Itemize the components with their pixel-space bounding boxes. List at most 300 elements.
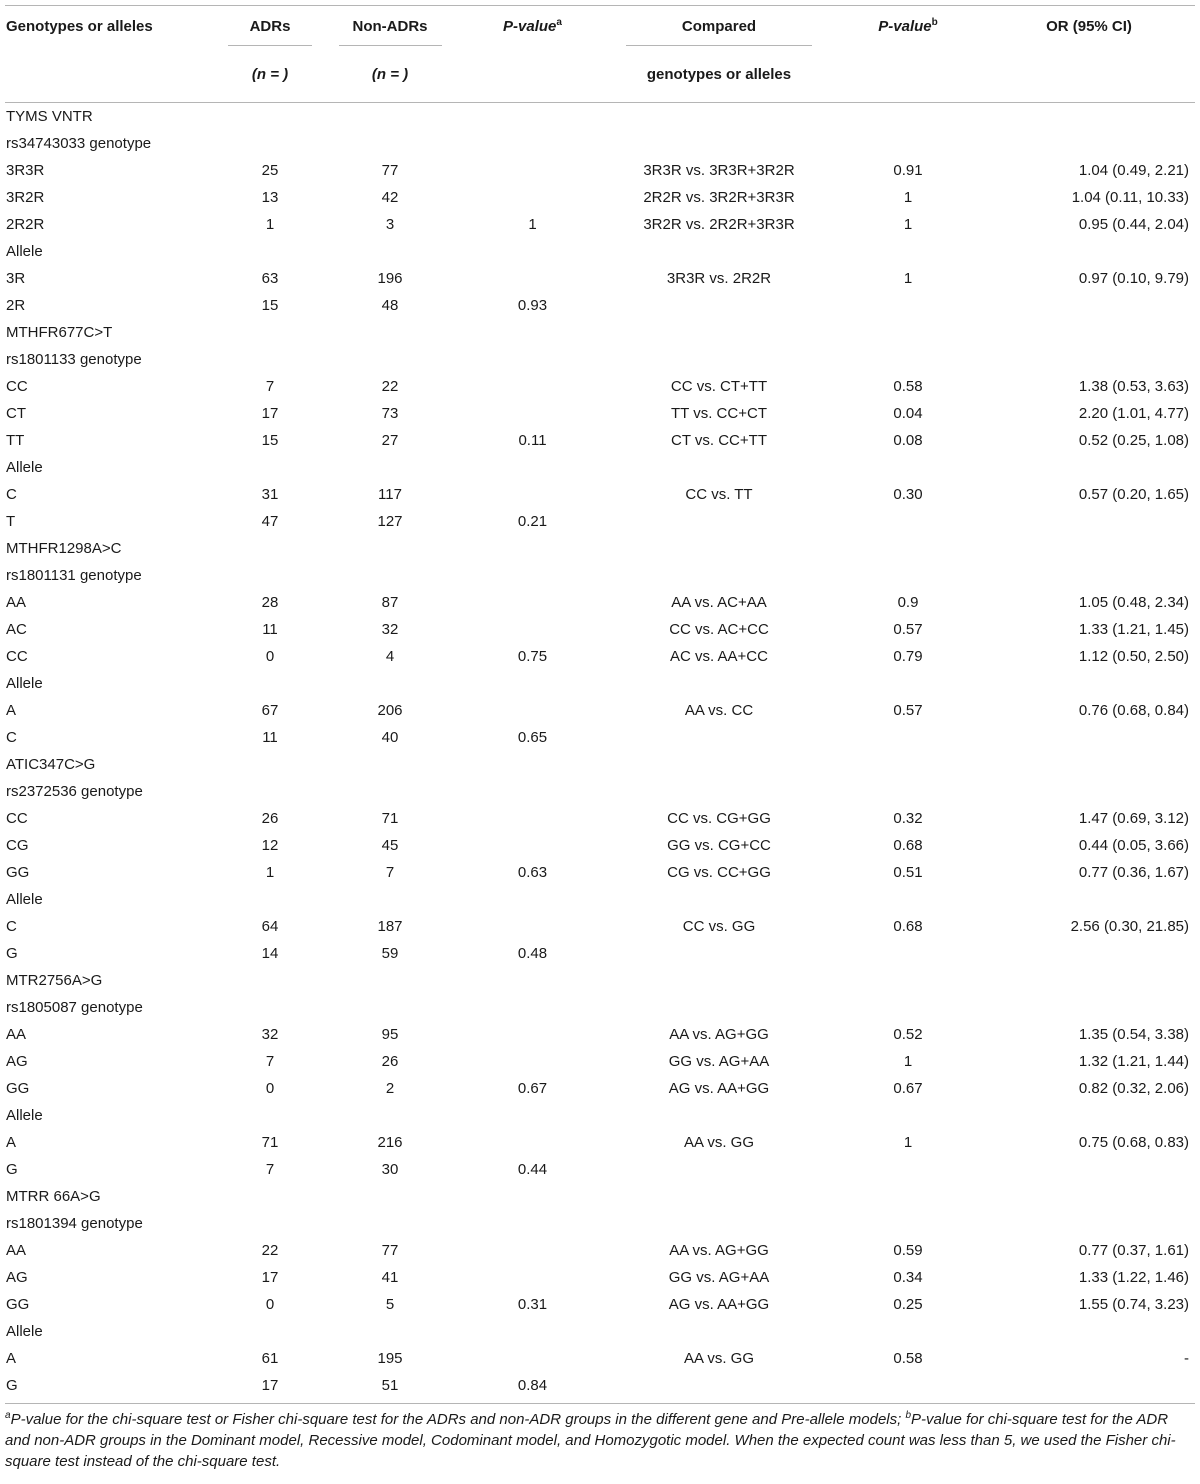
- table-row: [5, 1048, 1195, 1075]
- cell-compared: 2R2R vs. 3R2R+3R3R: [643, 189, 795, 206]
- cell-non-adrs: [320, 670, 460, 697]
- cell-non-adrs: 4: [385, 648, 395, 665]
- table-footnote: $^a$P-value for the chi-square test or Fisher chi-square test for the ADRs and non-ADR groups in the different gene and Pre-allele models; $^b$P-value for chi-square test for the ADR and non-ADR groups in the Dominant model, Recessive model, Codominant model, and Homozygotic model. When the expected count was less than 5, we used the Fisher chi-square test instead of the chi-square test.: [5, 1410, 1176, 1470]
- cell-or-ci: [983, 238, 1195, 265]
- cell-p-value-b: 0.59: [893, 1242, 923, 1259]
- cell-p-value-a: [460, 805, 605, 832]
- cell-or-ci: 1.12 (0.50, 2.50): [1078, 648, 1189, 665]
- cell-p-value-b: [833, 967, 983, 994]
- table-row: [5, 157, 1195, 184]
- table-row: [5, 1264, 1195, 1291]
- table-row: [5, 1372, 1195, 1399]
- cell-compared: [605, 535, 833, 562]
- cell-genotype: AG: [6, 1269, 28, 1286]
- cell-non-adrs: [320, 886, 460, 913]
- cell-compared: CC vs. GG: [682, 918, 756, 935]
- cell-p-value-b: 0.04: [893, 405, 923, 422]
- cell-p-value-a: [460, 1048, 605, 1075]
- cell-compared: GG vs. AG+AA: [668, 1053, 770, 1070]
- cell-adrs: [220, 994, 320, 1021]
- cell-adrs: 0: [265, 1296, 275, 1313]
- cell-compared: AA vs. AC+AA: [671, 594, 767, 611]
- cell-genotype: A: [6, 1350, 17, 1367]
- cell-p-value-a: 0.84: [517, 1377, 548, 1394]
- cell-compared: CT vs. CC+TT: [671, 432, 767, 449]
- cell-or-ci: [983, 292, 1195, 319]
- table-row: [5, 913, 1195, 940]
- cell-compared: [605, 346, 833, 373]
- table-row: [5, 886, 1195, 913]
- cell-genotype: rs1801133 genotype: [6, 351, 142, 368]
- cell-p-value-b: 0.57: [893, 621, 923, 638]
- cell-genotype: Allele: [6, 243, 43, 260]
- col-header-compared-2: genotypes or alleles: [605, 66, 833, 103]
- cell-compared: CC vs. TT: [685, 486, 753, 503]
- cell-genotype: Allele: [6, 675, 43, 692]
- table-row: [5, 994, 1195, 1021]
- cell-p-value-a: [460, 751, 605, 778]
- cell-compared: [605, 1318, 833, 1345]
- cell-non-adrs: 7: [385, 864, 395, 881]
- cell-genotype: 3R: [6, 270, 26, 287]
- cell-or-ci: 0.52 (0.25, 1.08): [1078, 432, 1189, 449]
- cell-non-adrs: 22: [381, 378, 399, 395]
- cell-compared: AA vs. GG: [683, 1134, 755, 1151]
- cell-compared: CC vs. CT+TT: [670, 378, 768, 395]
- cell-compared: [605, 724, 833, 751]
- cell-or-ci: [983, 724, 1195, 751]
- cell-or-ci: [983, 1372, 1195, 1399]
- table-row: [5, 130, 1195, 157]
- cell-adrs: 61: [261, 1350, 279, 1367]
- cell-genotype: A: [6, 702, 17, 719]
- cell-p-value-a: 0.63: [517, 864, 548, 881]
- cell-p-value-a: 0.48: [517, 945, 548, 962]
- cell-adrs: [220, 346, 320, 373]
- cell-adrs: [220, 535, 320, 562]
- cell-genotype: G: [6, 1161, 18, 1178]
- cell-or-ci: 0.77 (0.37, 1.61): [1078, 1242, 1189, 1259]
- cell-p-value-b: [833, 1318, 983, 1345]
- cell-non-adrs: [320, 1183, 460, 1210]
- cell-genotype: AG: [6, 1053, 28, 1070]
- cell-p-value-a: [460, 562, 605, 589]
- cell-or-ci: [983, 454, 1195, 481]
- cell-p-value-b: [833, 724, 983, 751]
- cell-adrs: 17: [261, 1377, 279, 1394]
- cell-compared: [605, 1210, 833, 1237]
- col-header-genotypes: Genotypes or alleles: [6, 18, 153, 35]
- cell-genotype: AC: [6, 621, 27, 638]
- cell-genotype: 2R: [6, 297, 26, 314]
- cell-non-adrs: 27: [381, 432, 399, 449]
- cell-p-value-a: 0.93: [517, 297, 548, 314]
- cell-p-value-a: [460, 319, 605, 346]
- cell-or-ci: [983, 994, 1195, 1021]
- cell-p-value-a: 0.67: [517, 1080, 548, 1097]
- header-row-1: [5, 6, 1195, 66]
- table-row: [5, 346, 1195, 373]
- cell-compared: [605, 1102, 833, 1129]
- table-row: [5, 454, 1195, 481]
- cell-non-adrs: 77: [381, 1242, 399, 1259]
- cell-p-value-b: 0.67: [893, 1080, 923, 1097]
- cell-compared: [605, 130, 833, 157]
- cell-p-value-a: [460, 346, 605, 373]
- cell-or-ci: [983, 535, 1195, 562]
- cell-p-value-a: 1: [528, 216, 537, 233]
- cell-p-value-b: [833, 562, 983, 589]
- cell-compared: AA vs. GG: [683, 1350, 755, 1367]
- cell-non-adrs: 95: [381, 1026, 399, 1043]
- cell-p-value-b: [833, 535, 983, 562]
- cell-p-value-a: [460, 1345, 605, 1372]
- cell-genotype: G: [6, 1377, 18, 1394]
- cell-p-value-a: [460, 1210, 605, 1237]
- cell-adrs: 11: [262, 729, 278, 746]
- cell-adrs: 67: [261, 702, 279, 719]
- cell-or-ci: 1.38 (0.53, 3.63): [1078, 378, 1189, 395]
- cell-or-ci: [983, 1210, 1195, 1237]
- cell-p-value-b: [833, 751, 983, 778]
- cell-or-ci: [983, 886, 1195, 913]
- cell-genotype: MTR2756A>G: [6, 972, 103, 989]
- cell-compared: AA vs. AG+GG: [669, 1242, 769, 1259]
- table-row: [5, 616, 1195, 643]
- cell-compared: [605, 562, 833, 589]
- cell-genotype: Allele: [6, 459, 43, 476]
- cell-p-value-b: [833, 886, 983, 913]
- cell-genotype: CT: [6, 405, 26, 422]
- col-header-adrs-n: (n = ): [220, 66, 320, 103]
- cell-p-value-a: [460, 238, 605, 265]
- cell-p-value-a: [460, 400, 605, 427]
- cell-genotype: TYMS VNTR: [6, 108, 93, 125]
- table-row: [5, 1237, 1195, 1264]
- cell-compared: GG vs. AG+AA: [668, 1269, 770, 1286]
- cell-or-ci: [983, 508, 1195, 535]
- cell-or-ci: 0.97 (0.10, 9.79): [1078, 270, 1189, 287]
- table-row: [5, 778, 1195, 805]
- cell-p-value-b: 0.79: [893, 648, 923, 665]
- cell-non-adrs: 51: [381, 1377, 399, 1394]
- cell-p-value-b: [833, 1210, 983, 1237]
- cell-p-value-a: [460, 1129, 605, 1156]
- cell-compared: [605, 454, 833, 481]
- cell-p-value-a: [460, 130, 605, 157]
- cell-adrs: 32: [261, 1026, 279, 1043]
- cell-non-adrs: 77: [381, 162, 399, 179]
- cell-genotype: GG: [6, 1296, 30, 1313]
- cell-non-adrs: 2: [385, 1080, 395, 1097]
- cell-genotype: GG: [6, 1080, 30, 1097]
- cell-genotype: Allele: [6, 1323, 43, 1340]
- cell-adrs: [220, 670, 320, 697]
- cell-p-value-b: [833, 508, 983, 535]
- cell-non-adrs: [320, 778, 460, 805]
- cell-adrs: [220, 319, 320, 346]
- table-row: [5, 373, 1195, 400]
- cell-p-value-b: [833, 130, 983, 157]
- table-row: [5, 265, 1195, 292]
- cell-or-ci: 1.05 (0.48, 2.34): [1078, 594, 1189, 611]
- cell-genotype: CC: [6, 378, 28, 395]
- cell-non-adrs: 59: [381, 945, 399, 962]
- cell-compared: [605, 238, 833, 265]
- cell-non-adrs: 195: [377, 1350, 403, 1367]
- cell-genotype: 3R3R: [6, 162, 45, 179]
- cell-compared: [605, 940, 833, 967]
- header-spacer: [460, 66, 605, 103]
- cell-genotype: G: [6, 945, 18, 962]
- cell-or-ci: -: [1184, 1350, 1189, 1367]
- cell-non-adrs: 48: [381, 297, 399, 314]
- cell-compared: [605, 1183, 833, 1210]
- cell-p-value-b: 0.58: [893, 1350, 923, 1367]
- table-row: [5, 400, 1195, 427]
- cell-p-value-b: 0.58: [893, 378, 923, 395]
- cell-genotype: rs2372536 genotype: [6, 783, 143, 800]
- cell-genotype: 3R2R: [6, 189, 45, 206]
- header-spacer: [833, 66, 983, 103]
- cell-p-value-b: 0.9: [897, 594, 919, 611]
- table-row: [5, 1129, 1195, 1156]
- cell-p-value-a: [460, 157, 605, 184]
- cell-p-value-a: 0.75: [517, 648, 548, 665]
- genotype-association-table: [5, 6, 1195, 1399]
- col-header-p-value-b: P-value$^b$: [878, 17, 938, 35]
- cell-p-value-b: [833, 454, 983, 481]
- table-row: [5, 859, 1195, 886]
- cell-non-adrs: [320, 238, 460, 265]
- cell-compared: 3R2R vs. 2R2R+3R3R: [643, 216, 795, 233]
- cell-non-adrs: 5: [385, 1296, 395, 1313]
- table-row: [5, 1021, 1195, 1048]
- cell-non-adrs: [320, 346, 460, 373]
- cell-p-value-a: [460, 886, 605, 913]
- cell-non-adrs: 40: [381, 729, 399, 746]
- cell-compared: [605, 103, 833, 131]
- cell-p-value-b: 0.52: [893, 1026, 923, 1043]
- cell-p-value-b: [833, 292, 983, 319]
- cell-non-adrs: [320, 535, 460, 562]
- cell-compared: GG vs. CG+CC: [667, 837, 771, 854]
- cell-or-ci: [983, 778, 1195, 805]
- table-row: [5, 238, 1195, 265]
- cell-p-value-a: [460, 184, 605, 211]
- cell-p-value-a: [460, 1237, 605, 1264]
- results-table-container: [5, 5, 1195, 1472]
- cell-non-adrs: 216: [377, 1134, 403, 1151]
- cell-or-ci: 2.20 (1.01, 4.77): [1078, 405, 1189, 422]
- cell-adrs: 47: [261, 513, 279, 530]
- cell-genotype: TT: [6, 432, 25, 449]
- cell-p-value-b: 0.68: [893, 837, 923, 854]
- cell-genotype: CC: [6, 810, 28, 827]
- cell-compared: [605, 319, 833, 346]
- cell-adrs: [220, 562, 320, 589]
- cell-compared: AG vs. AA+GG: [668, 1080, 770, 1097]
- table-row: [5, 103, 1195, 131]
- cell-p-value-a: [460, 1318, 605, 1345]
- cell-or-ci: [983, 940, 1195, 967]
- cell-p-value-b: 0.91: [893, 162, 923, 179]
- col-header-p-value-a: P-value$^a$: [503, 17, 562, 35]
- cell-or-ci: [983, 670, 1195, 697]
- cell-adrs: [220, 238, 320, 265]
- cell-p-value-a: [460, 778, 605, 805]
- table-row: [5, 184, 1195, 211]
- cell-non-adrs: 117: [378, 486, 402, 503]
- cell-adrs: 12: [261, 837, 279, 854]
- cell-compared: CG vs. CC+GG: [667, 864, 771, 881]
- col-header-compared: Compared: [605, 6, 833, 66]
- cell-adrs: 1: [265, 216, 275, 233]
- cell-genotype: AA: [6, 594, 27, 611]
- cell-non-adrs: [320, 751, 460, 778]
- cell-p-value-b: [833, 1372, 983, 1399]
- cell-p-value-a: [460, 535, 605, 562]
- cell-non-adrs: 71: [381, 810, 399, 827]
- table-row: [5, 643, 1195, 670]
- cell-compared: TT vs. CC+CT: [671, 405, 767, 422]
- header-row-2: [5, 66, 1195, 103]
- cell-or-ci: [983, 346, 1195, 373]
- cell-p-value-a: [460, 103, 605, 131]
- cell-non-adrs: 42: [381, 189, 399, 206]
- table-row: [5, 967, 1195, 994]
- cell-non-adrs: [320, 1210, 460, 1237]
- table-row: [5, 1075, 1195, 1102]
- cell-genotype: T: [6, 513, 16, 530]
- cell-non-adrs: 196: [377, 270, 403, 287]
- cell-adrs: 0: [265, 1080, 275, 1097]
- cell-or-ci: [983, 1183, 1195, 1210]
- cell-adrs: 7: [265, 378, 275, 395]
- cell-or-ci: [983, 562, 1195, 589]
- table-row: [5, 1102, 1195, 1129]
- cell-compared: [605, 994, 833, 1021]
- cell-genotype: AA: [6, 1242, 27, 1259]
- table-row: [5, 697, 1195, 724]
- cell-p-value-a: [460, 832, 605, 859]
- cell-adrs: [220, 967, 320, 994]
- cell-compared: 3R3R vs. 3R3R+3R2R: [643, 162, 795, 179]
- cell-adrs: 11: [262, 621, 278, 638]
- cell-adrs: 1: [265, 864, 275, 881]
- cell-p-value-b: 0.30: [893, 486, 923, 503]
- cell-or-ci: 1.35 (0.54, 3.38): [1078, 1026, 1189, 1043]
- col-header-non-adrs: Non-ADRs: [320, 6, 460, 66]
- cell-adrs: 7: [265, 1053, 275, 1070]
- table-bottom-rule: [5, 1403, 1195, 1404]
- cell-p-value-b: [833, 1102, 983, 1129]
- cell-p-value-b: 0.68: [893, 918, 923, 935]
- cell-p-value-a: [460, 1264, 605, 1291]
- table-row: [5, 805, 1195, 832]
- cell-p-value-b: [833, 994, 983, 1021]
- cell-genotype: CG: [6, 837, 29, 854]
- cell-or-ci: 1.33 (1.22, 1.46): [1078, 1269, 1189, 1286]
- cell-genotype: ATIC347C>G: [6, 756, 96, 773]
- cell-genotype: A: [6, 1134, 17, 1151]
- cell-p-value-b: 0.51: [893, 864, 923, 881]
- cell-p-value-a: [460, 481, 605, 508]
- cell-adrs: 25: [261, 162, 279, 179]
- table-row: [5, 589, 1195, 616]
- cell-p-value-a: [460, 589, 605, 616]
- cell-p-value-b: [833, 778, 983, 805]
- cell-p-value-b: 1: [903, 216, 913, 233]
- cell-or-ci: 1.32 (1.21, 1.44): [1078, 1053, 1189, 1070]
- cell-non-adrs: 73: [381, 405, 399, 422]
- cell-p-value-a: [460, 670, 605, 697]
- cell-genotype: CC: [6, 648, 28, 665]
- cell-non-adrs: [320, 1318, 460, 1345]
- cell-p-value-a: [460, 994, 605, 1021]
- cell-p-value-a: [460, 1183, 605, 1210]
- cell-compared: AC vs. AA+CC: [670, 648, 768, 665]
- cell-or-ci: [983, 319, 1195, 346]
- cell-or-ci: 0.95 (0.44, 2.04): [1078, 216, 1189, 233]
- cell-genotype: MTRR 66A>G: [6, 1188, 101, 1205]
- cell-or-ci: 0.76 (0.68, 0.84): [1078, 702, 1189, 719]
- cell-compared: [605, 1156, 833, 1183]
- cell-genotype: MTHFR1298A>C: [6, 540, 122, 557]
- cell-p-value-a: [460, 1021, 605, 1048]
- table-row: [5, 535, 1195, 562]
- table-row: [5, 427, 1195, 454]
- cell-p-value-a: 0.44: [517, 1161, 548, 1178]
- cell-p-value-a: 0.11: [518, 432, 547, 449]
- cell-adrs: 7: [265, 1161, 275, 1178]
- cell-genotype: AA: [6, 1026, 27, 1043]
- col-header-adrs: ADRs: [220, 6, 320, 66]
- cell-non-adrs: [320, 562, 460, 589]
- cell-adrs: 28: [261, 594, 279, 611]
- cell-genotype: GG: [6, 864, 30, 881]
- cell-or-ci: 1.33 (1.21, 1.45): [1078, 621, 1189, 638]
- cell-non-adrs: [320, 319, 460, 346]
- cell-p-value-a: [460, 616, 605, 643]
- table-row: [5, 751, 1195, 778]
- cell-compared: [605, 778, 833, 805]
- table-row: [5, 481, 1195, 508]
- cell-genotype: rs34743033 genotype: [6, 135, 152, 152]
- table-row: [5, 724, 1195, 751]
- cell-adrs: 14: [261, 945, 279, 962]
- cell-or-ci: 0.75 (0.68, 0.83): [1078, 1134, 1189, 1151]
- cell-p-value-b: [833, 1183, 983, 1210]
- cell-p-value-b: [833, 103, 983, 131]
- cell-genotype: 2R2R: [6, 216, 45, 233]
- cell-adrs: [220, 1183, 320, 1210]
- cell-p-value-b: [833, 670, 983, 697]
- cell-adrs: [220, 454, 320, 481]
- cell-non-adrs: 32: [381, 621, 399, 638]
- cell-compared: [605, 886, 833, 913]
- cell-adrs: 0: [265, 648, 275, 665]
- cell-adrs: [220, 1210, 320, 1237]
- cell-or-ci: [983, 1156, 1195, 1183]
- cell-p-value-a: [460, 265, 605, 292]
- cell-adrs: [220, 1102, 320, 1129]
- cell-adrs: 15: [261, 297, 279, 314]
- cell-non-adrs: 26: [381, 1053, 399, 1070]
- header-spacer: [983, 66, 1195, 103]
- table-row: [5, 1183, 1195, 1210]
- cell-adrs: 71: [261, 1134, 279, 1151]
